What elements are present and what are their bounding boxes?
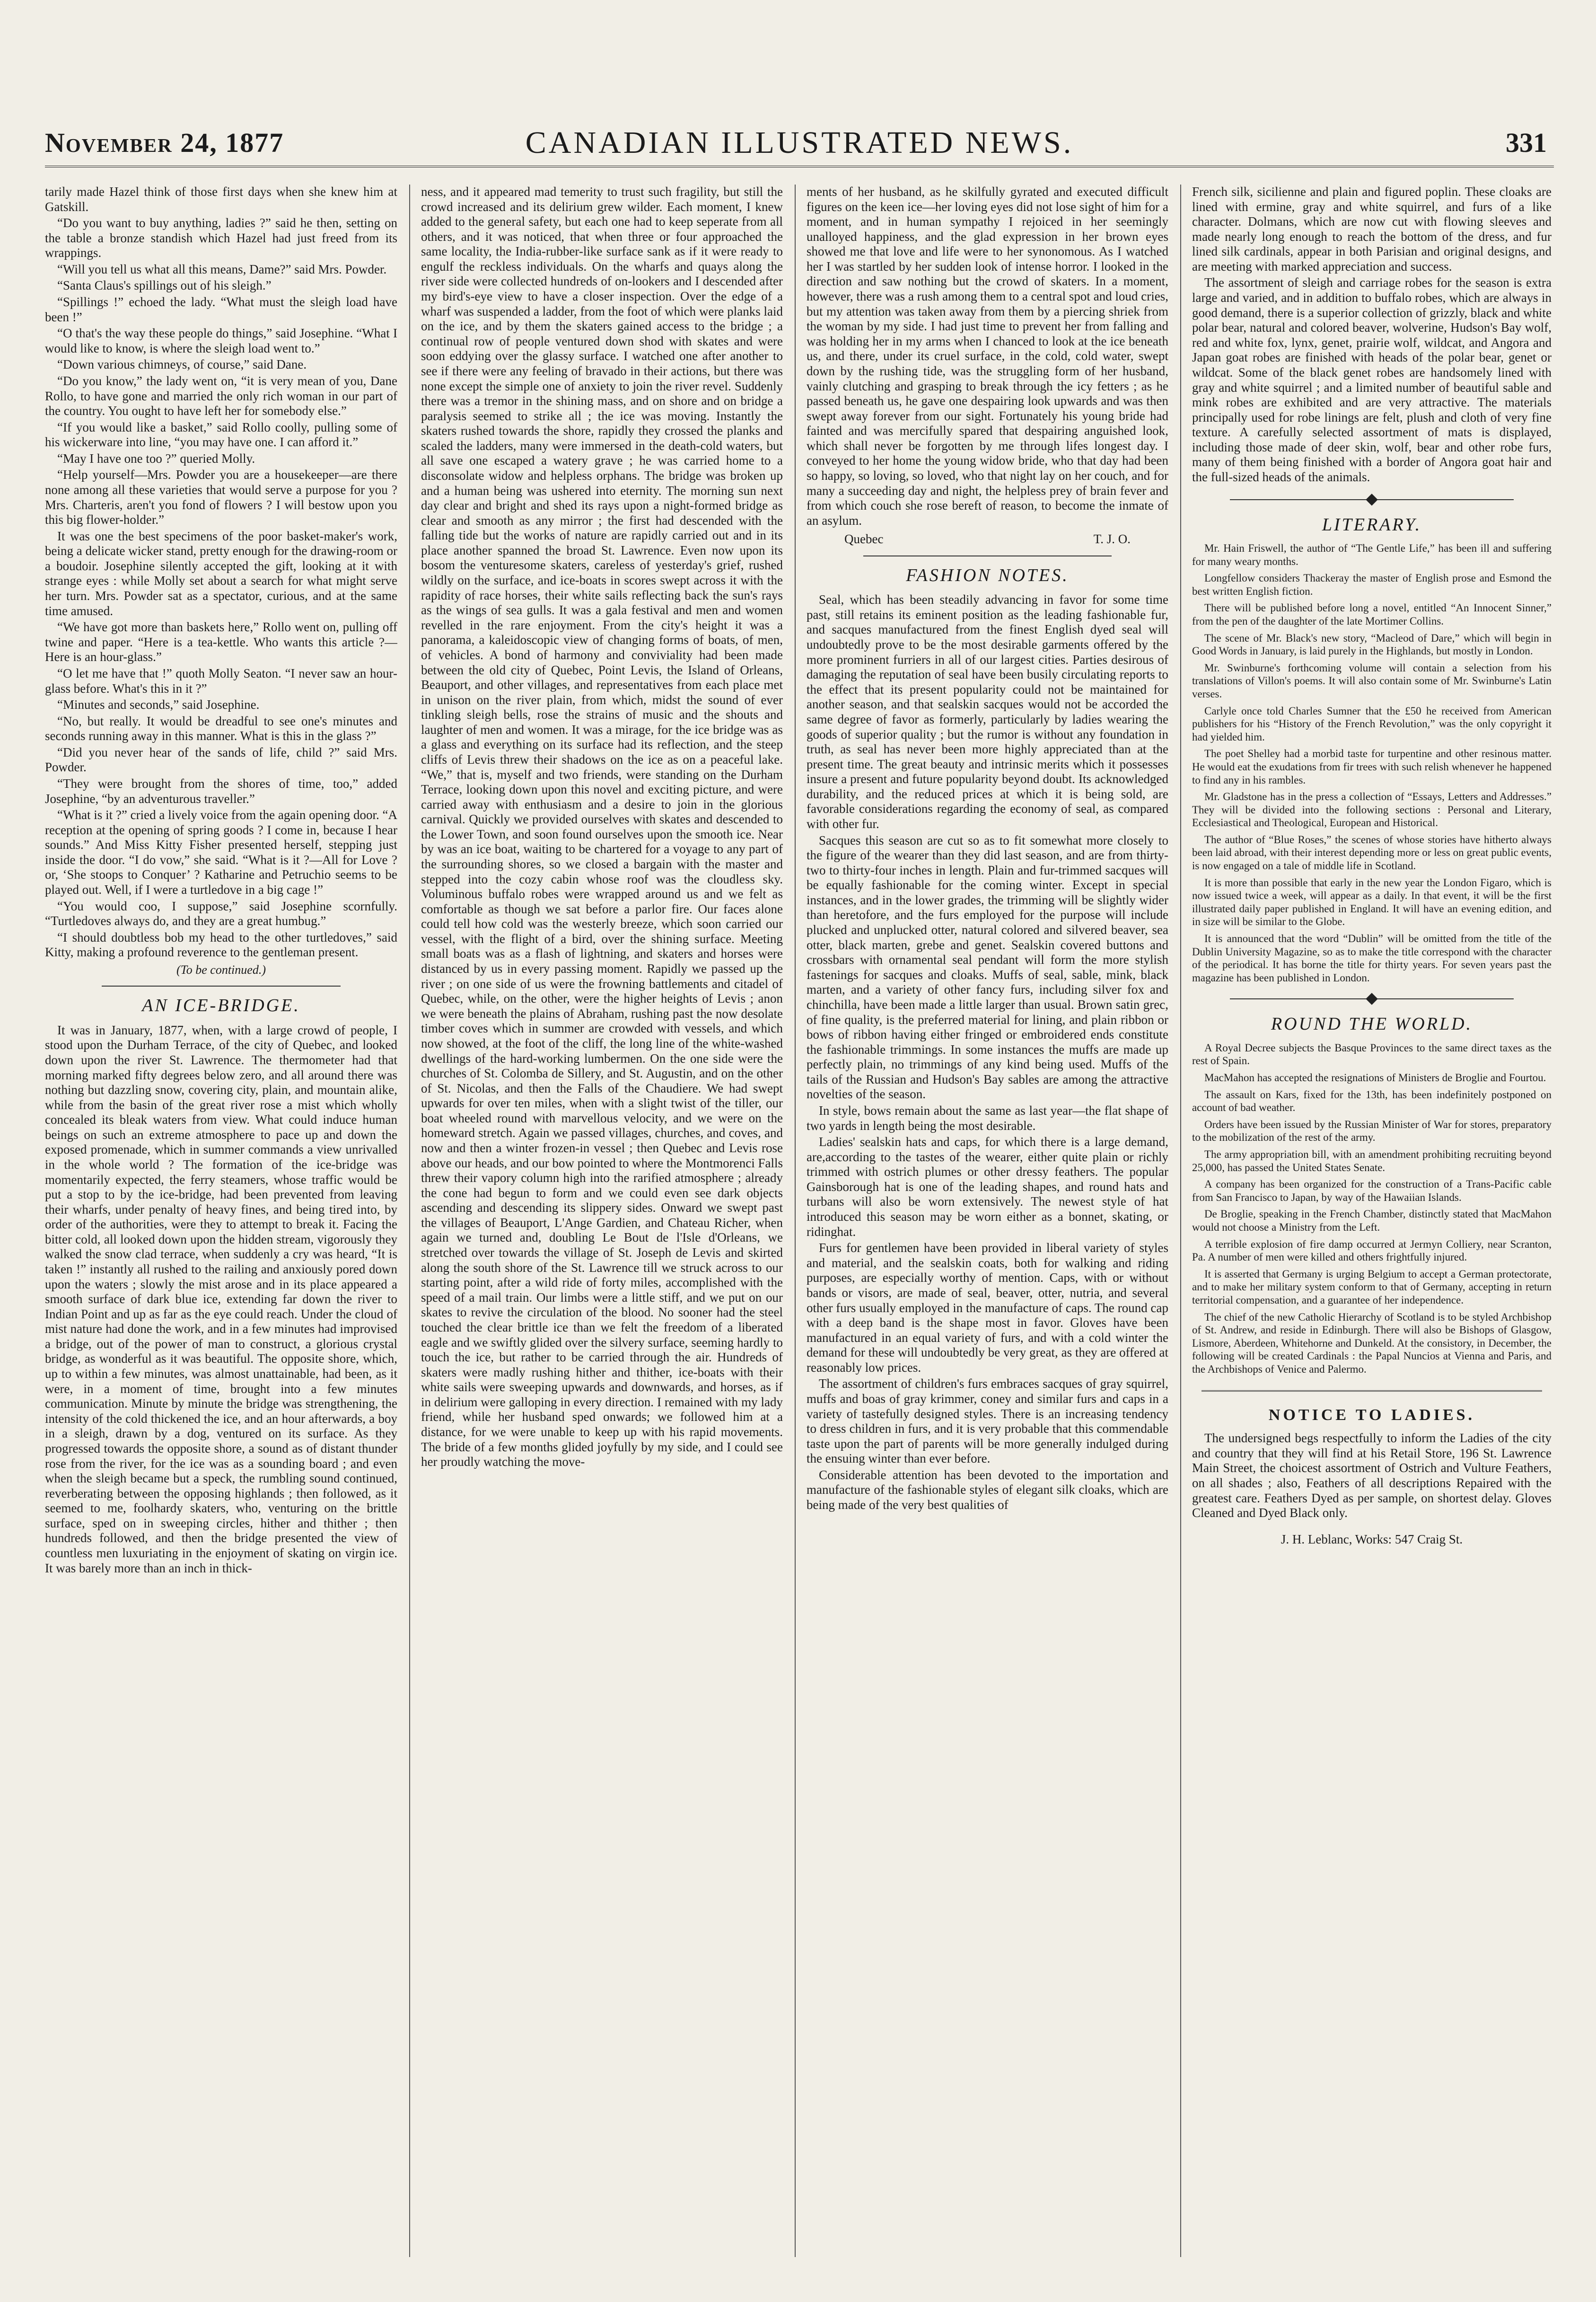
world-item: It is asserted that Germany is urging Belgium to accept a German protectorate, and to make her military system conform to that of Germany, accepting in return territorial compensation, and a guarantee of her independence. [1192, 1268, 1552, 1306]
fashion-paragraph: Ladies' sealskin hats and caps, for which there is a large demand, are,according to the tastes of the wearer, either quite plain or richly trimmed with ostrich plumes or other dressy feathers. The popular Gainsborough hat is one of the leading shapes, and round hats and turbans will also be worn extensively. The newest style of hat introduced this season may be worn either as a bonnet, skating, or ridinghat. [807, 1135, 1168, 1239]
divider-rule [102, 986, 341, 987]
column-3 [807, 185, 1168, 2257]
literary-item: Longfellow considers Thackeray the master of English prose and Esmond the best written English fiction. [1192, 572, 1552, 597]
literary-item: The poet Shelley had a morbid taste for turpentine and other resinous matter. He would eat the exudations from fir trees with such relish whenever he happened to find any in his rambles. [1192, 748, 1552, 786]
story-paragraph: “We have got more than baskets here,” Rollo went on, pulling off twine and paper. “Here is a tea-kettle. Who wants this article ?—Here is an hour-glass.” [45, 620, 397, 664]
masthead-rule [45, 166, 1554, 168]
story-paragraph: “O that's the way these people do things,” said Josephine. “What I would like to know, is where the sleigh load went to.” [45, 326, 397, 355]
ornament-divider [1230, 494, 1514, 505]
story-paragraph: “Will you tell us what all this means, Dame?” said Mrs. Powder. [57, 262, 387, 276]
literary-item: Mr. Gladstone has in the press a collection of “Essays, Letters and Addresses.” They will be divided into the following sections : Personal and Literary, Ecclesiastical and Theological, European and Historical. [1192, 791, 1552, 829]
story-paragraph: “Help yourself—Mrs. Powder you are a housekeeper—are there none among all these varieties that would serve a purpose for you ? Mrs. Charteris, aren't you fond of flowers ? I will bestow upon you this big flower-holder.” [45, 467, 397, 527]
signature-initials: T. J. O. [1093, 532, 1131, 547]
world-item: A Royal Decree subjects the Basque Provinces to the same direct taxes as the rest of Spain. [1192, 1041, 1552, 1067]
paper-title: CANADIAN ILLUSTRATED NEWS. [525, 125, 1074, 160]
literary-item: The author of “Blue Roses,” the scenes of whose stories have hitherto always been laid abroad, with their interest depending more or less on great public events, is now engaged on a tale of middle life in Scotland. [1192, 833, 1552, 872]
literary-item: It is announced that the word “Dublin” will be omitted from the title of the Dublin University Magazine, so as to make the title correspond with the character of the periodical. It has borne the title for thirty years. For seven years past the magazine has been published in London. [1192, 933, 1552, 984]
fashion-notes-title: FASHION NOTES. [906, 565, 1069, 585]
story-paragraph: “You would coo, I suppose,” said Josephine scornfully. “Turtledoves always do, and they are a great humbug.” [45, 899, 397, 928]
world-item: A terrible explosion of fire damp occurred at Jermyn Colliery, near Scranton, Pa. A number of men were killed and others frightfully injured. [1192, 1238, 1552, 1263]
world-item: The chief of the new Catholic Hierarchy of Scotland is to be styled Archbishop of St. Andrew, and reside in Edinburgh. There will also be Bishops of Glasgow, Lismore, Aberdeen, Whitehorne and Dunkeld. At the consistory, in December, the following will be created Cardinals : the Papal Nuncios at Vienna and Paris, and the Archbishops of Venice and Palermo. [1192, 1311, 1552, 1375]
literary-section [1192, 542, 1552, 984]
notice-signature: J. H. Leblanc, Works: 547 Craig St. [1280, 1532, 1463, 1546]
serial-story [45, 185, 397, 977]
story-paragraph: “No, but really. It would be dreadful to see one's minutes and seconds running away in this manner. What is this in the glass ?” [45, 714, 397, 743]
story-paragraph: “If you would like a basket,” said Rollo coolly, pulling some of his wickerware into line, “you may have one. I can afford it.” [45, 420, 397, 450]
divider-rule [1201, 1390, 1542, 1392]
issue-date: November 24, 1877 [45, 127, 284, 158]
fashion-paragraph: In style, bows remain about the same as last year—the flat shape of two yards in length being the most desirable. [807, 1103, 1168, 1133]
page-number: 331 [1506, 127, 1547, 158]
story-paragraph: “Santa Claus's spillings out of his sleigh.” [57, 278, 272, 293]
ice-bridge-paragraph: ments of her husband, as he skilfully gyrated and executed difficult figures on the keen ice—her loving eyes did not lose sight of him for a moment, and in human sympathy I rejoiced in her seemingly unalloyed happiness, and the glad expression in her brown eyes showed me that love and life were to her synonomous. As I watched her I was startled by her sudden look of intense horror. I looked in the direction and saw nothing but the crowd of skaters. In a moment, however, there was a rush among them to a central spot and loud cries, but my attention was taken away from them by a piercing shriek from the woman by my side. I had just time to prevent her from falling and was holding her in my arms when I chanced to look at the ice beneath us, and there, under its cruel surface, in the cold, cold water, swept down by the rushing tide, was the struggling form of her husband, vainly clutching and grasping to break through the icy fetters ; as he passed beneath us, he gave one despairing look upwards and was then swept away forever from our sight. Fortunately his young bride had fainted and was mercifully spared that despairing anguished look, which shall never be forgotten by me through lifes longest day. I conveyed to her home the young widow bride, who that day had been so happy, so loving, so loved, who that night lay on her couch, and for many a succeeding day and night, the helpless prey of brain fever and from which couch she rose bereft of reason, to become the inmate of an asylum. [807, 185, 1168, 528]
ice-bridge-title: AN ICE-BRIDGE. [142, 996, 300, 1016]
story-paragraph: “Did you never hear of the sands of life, child ?” said Mrs. Powder. [45, 745, 397, 775]
literary-title: LITERARY. [1322, 514, 1422, 535]
column-divider [1180, 185, 1181, 2257]
fashion-paragraph: Considerable attention has been devoted to the importation and manufacture of the fashionable styles of elegant silk cloaks, which are being made of the very best qualities of [807, 1467, 1168, 1512]
round-the-world-section [1192, 1041, 1552, 1376]
to-be-continued: (To be continued.) [176, 962, 266, 977]
round-the-world-title: ROUND THE WORLD. [1271, 1014, 1473, 1034]
masthead [45, 118, 1554, 170]
world-item: Orders have been issued by the Russian Minister of War for stores, preparatory to the mobilization of the rest of the army. [1192, 1118, 1552, 1144]
world-item: The assault on Kars, fixed for the 13th, has been indefinitely postponed on account of bad weather. [1192, 1088, 1552, 1114]
story-paragraph: “Spillings !” echoed the lady. “What must the sleigh load have been !” [45, 295, 397, 324]
story-paragraph: “O let me have that !” quoth Molly Seaton. “I never saw an hour-glass before. What's this in it ?” [45, 666, 397, 696]
fashion-paragraph: Sacques this season are cut so as to fit somewhat more closely to the figure of the wearer than they did last season, and are from thirty-two to thirty-four inches in length. Plain and fur-trimmed sacques will be equally fashionable for the coming winter. Except in special instances, and in the lower grades, the trimming will be slightly wider than heretofore, and the furs employed for the purpose will include plucked and unplucked otter, natural colored and silvered beaver, sea otter, black marten, grebe and genet. Sealskin covered buttons and crossbars with ornamental seal pendant will form the more stylish fastenings for sacques and cloaks. Muffs of seal, sable, mink, black marten, and a variety of other fancy furs, including silver fox and chinchilla, have been made a little larger than usual. Brown satin grec, of fine quality, is the preferred material for lining, and plain ribbon or bows of ribbon having either fringed or embroidered ends constitute the fashionable trimmings. In some instances the muffs are made up perfectly plain, no trimmings of any kind being used. Muffs of the tails of the Russian and Hudson's Bay sables are among the attractive novelties of the season. [807, 833, 1168, 1102]
notice-paragraph: The undersigned begs respectfully to inform the Ladies of the city and country that they will find at his Retail Store, 196 St. Lawrence Main Street, the choicest assortment of Ostrich and Vulture Feathers, on all shades ; also, Feathers of all descriptions Repaired with the greatest care. Feathers Dyed as per sample, on shortest delay. Gloves Cleaned and Dyed Black only. [1192, 1431, 1552, 1520]
story-paragraph: “What is it ?” cried a lively voice from the again opening door. “A reception at the opening of spring goods ? I come in, because I hear sounds.” And Miss Kitty Fisher presented herself, stepping just inside the door. “I do vow,” she said. “What is it ?—All for Love ? or, ‘She stoops to Conquer’ ? Katharine and Petruchio seems to be played out. Well, if I were a turtledove in a big cage !” [45, 808, 397, 897]
notice-to-ladies-title: NOTICE TO LADIES. [1268, 1406, 1475, 1424]
literary-item: It is more than possible that early in the new year the London Figaro, which is now issued twice a week, will appear as a daily. In that event, it will be the first illustrated daily paper published in England. It will have an evening edition, and in size will be similar to the Globe. [1192, 876, 1552, 928]
world-item: MacMahon has accepted the resignations of Ministers de Broglie and Fourtou. [1204, 1072, 1546, 1084]
article-signature [807, 532, 1168, 547]
literary-item: There will be published before long a novel, entitled “An Innocent Sinner,” from the pen of the daughter of the late Mortimer Collins. [1192, 602, 1552, 627]
signature-place: Quebec [844, 532, 884, 547]
fashion-paragraph: The assortment of children's furs embraces sacques of gray squirrel, muffs and boas of gray krimmer, coney and similar furs and caps in a variety of tastefully designed styles. There is an increasing tendency to dress children in furs, and it is very probable that this commendable taste upon the part of parents will be more generally indulged during the ensuing winter than ever before. [807, 1376, 1168, 1466]
literary-item: The scene of Mr. Black's new story, “Macleod of Dare,” which will begin in Good Words in January, is laid purely in the Highlands, but mostly in London. [1192, 632, 1552, 657]
story-paragraph: “Do you know,” the lady went on, “it is very mean of you, Dane Rollo, to have gone and married the only rich woman in our part of the country. You ought to have left her for somebody else.” [45, 373, 397, 418]
world-item: The army appropriation bill, with an amendment prohibiting recruiting beyond 25,000, has passed the United States Senate. [1192, 1148, 1552, 1173]
column-divider [795, 185, 796, 2257]
world-item: A company has been organized for the construction of a Trans-Pacific cable from San Francisco to Japan, by way of the Hawaiian Islands. [1192, 1178, 1552, 1203]
fashion-paragraph: Seal, which has been steadily advancing in favor for some time past, still retains its eminent position as the leading fashionable fur, and sacques manufactured from the finest English dyed seal will undoubtedly prove to be the most desirable garments offered by the more prominent furriers in all of our largest cities. Parties desirous of damaging the reputation of seal have been busily circulating reports to the effect that its present popularity could not be maintained for another season, and that sealskin sacques would not be accorded the same degree of favor as formerly, particularly by ladies wearing the goods of superior quality ; but the rumor is without any foundation in truth, as seal has never been more highly appreciated than at the present time. The great beauty and intrinsic merits which it possesses insure a present and future popularity beyond doubt. Its acknowledged durability, and the reduced prices at which it is being sold, are favorable considerations regarding the economy of seal, as compared with other fur. [807, 592, 1168, 831]
story-paragraph: “I should doubtless bob my head to the other turtledoves,” said Kitty, making a profound reverence to the gentleman present. [45, 930, 397, 960]
story-paragraph: It was one the best specimens of the poor basket-maker's work, being a delicate wicker stand, pretty enough for the drawing-room or a boudoir. Josephine silently accepted the gift, looking at it with strange eyes : while Molly set about a search for what might serve her turn. Mrs. Powder sat as a spectator, curious, and at the same time amused. [45, 529, 397, 618]
column-4 [1192, 185, 1552, 2257]
ornament-divider [1230, 994, 1514, 1004]
column-2 [421, 185, 783, 2257]
story-paragraph: tarily made Hazel think of those first days when she knew him at Gatskill. [45, 185, 397, 214]
story-paragraph: “Down various chimneys, of course,” said Dane. [57, 357, 307, 372]
column-1 [45, 185, 397, 2257]
story-paragraph: “May I have one too ?” queried Molly. [57, 451, 255, 466]
story-paragraph: “Minutes and seconds,” said Josephine. [57, 697, 260, 712]
ice-bridge-paragraph: It was in January, 1877, when, with a large crowd of people, I stood upon the Durham Terrace, of the city of Quebec, and looked down upon the river St. Lawrence. The thermometer had that morning marked fifty degrees below zero, and all around there was nothing but dazzling snow, covering city, plain, and mountain alike, while from the basin of the great river rose a mist which wholly concealed its bleak waters from view. What could induce human beings on such an extreme atmosphere to pace up and down the exposed promenade, which in summer commands a view unrivalled in the whole world ? The formation of the ice-bridge was momentarily expected, the ferry steamers, whose traffic would be put a stop to by the ice-bridge, had been prevented from leaving their wharfs, under penalty of heavy fines, and being tired into, by order of the authorities, were they to attempt to break it. Facing the bitter cold, all looked down upon the hidden stream, vigorously they walked the snow clad terrace, when suddenly a cry was heard, “It is taken !” instantly all rushed to the railing and anxiously pored down upon the waters ; slowly the mist arose and in its place appeared a smooth surface of dark blue ice, extending far down the river to Indian Point and up as far as the eye could reach. Under the cloud of mist nature had done the work, and in a few minutes had improvised a bridge, out of the power of man to construct, a glorious crystal bridge, as wonderful as it was beautiful. The opposite shore, which, up to within a few minutes, was almost unattainable, had been, as it were, in a moment of time, brought into a few minutes communication. Minute by minute the bridge was strengthening, the intensity of the cold thickened the ice, and an hour afterwards, a boy in a sleigh, drawn by a dog, ventured on its surface. As they progressed towards the opposite shore, a sound as of distant thunder rose from the river, for the ice was as a sounding board ; and even when the sleigh became but a speck, the rumbling sound continued, reverberating between the opposing highlands ; then followed, as it seemed to me, foolhardy skaters, who, venturing on the brittle surface, sped on in sweeping circles, hither and thither ; then hundreds followed, and then the bridge presented the view of countless men luxuriating in the enjoyment of skating on virgin ice. It was barely more than an inch in thick- [45, 1023, 397, 1575]
column-divider [409, 185, 410, 2257]
fashion-paragraph: Furs for gentlemen have been provided in liberal variety of styles and material, and the sealskin coats, both for walking and riding purposes, are especially worthy of mention. Caps, with or without bands or visors, are made of seal, beaver, otter, nutria, and several other furs usually employed in the manufacture of caps. The round cap with a deep band is the shape most in favor. Gloves have been manufactured in an equal variety of furs, and with a cold winter the demand for these will undoubtedly be very great, as they are offered at reasonably low prices. [807, 1241, 1168, 1375]
story-paragraph: “They were brought from the shores of time, too,” added Josephine, “by an adventurous traveller.” [45, 776, 397, 806]
world-item: De Broglie, speaking in the French Chamber, distinctly stated that MacMahon would not choose a Ministry from the Left. [1192, 1208, 1552, 1233]
fashion-paragraph: The assortment of sleigh and carriage robes for the season is extra large and varied, and in addition to buffalo robes, which are always in good demand, there is a superior collection of grizzly, black and white polar bear, natural and colored beaver, wolverine, Hudson's Bay wolf, red and white fox, lynx, genet, prairie wolf, wildcat, and Angora and Japan goat robes are finished with heads of the polar bear, genet or wildcat. Some of the black genet robes are handsomely lined with gray and white squirrel ; and a limited number of beautiful sable and mink robes are exhibited and are very attractive. The materials principally used for robe linings are felt, plush and cloth of very fine texture. A carefully selected assortment of mats is displayed, including those made of deer skin, wolf, bear and other robe furs, many of them being finished with a border of Angora goat hair and the full-sized heads of the animals. [1192, 275, 1552, 484]
fashion-paragraph: French silk, sicilienne and plain and figured poplin. These cloaks are lined with ermine, gray and white squirrel, and furs of a like character. Dolmans, which are now cut with flowing sleeves and made nearly long enough to reach the bottom of the dress, and fur lined silk cardinals, appear in both Parisian and original designs, and are meeting with marked appreciation and success. [1192, 185, 1552, 273]
literary-item: Carlyle once told Charles Sumner that the £50 he received from American publishers for his “History of the French Revolution,” was the only copyright it had yielded him. [1192, 705, 1552, 743]
ice-bridge-paragraph: ness, and it appeared mad temerity to trust such fragility, but still the crowd increased and its delirium grew wilder. Each moment, I knew added to the general safety, but each one had to keep seperate from all others, and it was noticed, that when three or four approached the same locality, the India-rubber-like surface sank as if it were ready to engulf the reckless individuals. On the wharfs and quays along the river side were collected hundreds of on-lookers and I descended after my bird's-eye view to have a closer inspection. Over the edge of a wharf was suspended a ladder, from the foot of which were planks laid on the ice, and by them the skaters gained access to the bridge ; a continual row of people ventured down shod with skates and were soon eddying over the glassy surface. I watched one after another to see if there were any feeling of bravado in their actions, but there was none except the simple one of anxiety to join the river revel. Suddenly there was a tremor in the shining mass, and on shore and on bridge a paralysis seemed to strike all ; the ice was moving. Instantly the skaters rushed towards the shore, rapidly they crossed the planks and scaled the ladders, many were immersed in the death-cold waters, but all save one escaped a watery grave ; he was carried home to a disconsolate widow and helpless orphans. The bridge was broken up and a human being was ushered into eternity. The morning sun next day clear and bright and shed its rays upon a night-formed bridge as clear and smooth as any mirror ; the first had descended with the falling tide but the works of nature are rapidly carried out and in its place another spanned the broad St. Lawrence. Even now upon its bosom the venturesome skaters, careless of yesterday's grief, rushed wildly on the surface, and ice-boats in scores swept across it with the rapidity of race horses, their white sails reflecting back the sun's rays as the wings of sea gulls. It was a gala festival and men and women revelled in the rare enjoyment. From the city's height it was a panorama, a kaleidoscopic view of changing forms of boats, of men, of vehicles. A bond of harmony and conviviality had been made between the old city of Quebec, Point Levis, the Island of Orleans, Beauport, and other villages, and representatives from each place met in unison on the river plain, from which, midst the sound of ever tinkling sleigh bells, rose the strains of music and the shouts and laughter of men and women. It was a mirage, for the ice bridge was as a glass and everything on its surface had its reflection, and the steep cliffs of Levis threw their shadows on the ice as on a peaceful lake. “We,” that is, myself and two friends, were standing on the Durham Terrace, looking down upon this novel and exciting picture, and were carried away with enthusiasm and a desire to join in the glorious carnival. Quickly we provided ourselves with skates and descended to the Lower Town, and soon found ourselves upon the smooth ice. Near by was an ice boat, waiting to be chartered for a voyage to any part of the surrounding shores, so we closed a bargain with the master and stepped into the cozy cabin whose roof was the cloudless sky. Voluminous buffalo robes were wrapped around us and we felt as comfortable as though we sat before a parlor fire. Our faces alone could tell how cold was the westerly breeze, which soon carried our vessel, with the flight of a bird, over the shining surface. Meeting small boats was as a flash of lightning, and skaters and horses were distanced by us in every passing moment. Rapidly we passed up the river ; on one side of us were the frowning battlements and citadel of Quebec, while, on the other, were the higher heights of Levis ; anon we were beneath the plains of Abraham, rushing past the now desolate timber coves which in summer are crowded with vessels, and which now showed, at the foot of the cliff, the long line of the white-washed dwellings of the hard-working lumbermen. On the one side were the churches of St. Colomba de Sillery, and St. Augustin, and on the other of St. Nicolas, and then the Falls of the Chaudiere. We had swept upwards for over ten miles, when with a slight twist of the tiller, our boat wheeled round with marvellous velocity, and we were on the homeward stretch. Again we passed villages, churches, and coves, and now and then a winter frozen-in vessel ; then Quebec and Levis rose above our heads, and our bow pointed to where the Montmorenci Falls threw their vapory column high into the rarified atmosphere ; already the cone had begun to form and we could even see dark objects ascending and descending its slippery sides. Onward we swept past the villages of Beauport, L'Ange Gardien, and Chateau Richer, when again we turned and, doubling Le Bout de l'Isle d'Orleans, we stretched over towards the village of St. Joseph de Levis and skirted along the south shore of the St. Lawrence till we struck across to our starting point, after a wild ride of forty miles, accomplished with the speed of a mail train. Our limbs were a little stiff, and we put on our skates to revive the circulation of the blood. No sooner had the steel touched the clear brittle ice than we felt the freedom of a liberated eagle and we swiftly glided over the silvery surface, seeming hardly to touch the ice, but rather to be carried through the air. Hundreds of skaters were madly rushing hither and thither, ice-boats with their white sails were sweeping upwards and downwards, and horses, as if in delirium were galloping in every direction. I remained with my lady friend, while her husband sped onwards; we followed him at a distance, for we were unable to keep up with his rapid movements. The bride of a few months glided joyfully by my side, and I could see her proudly watching the move- [421, 185, 783, 1469]
literary-item: Mr. Swinburne's forthcoming volume will contain a selection from his translations of Villon's poems. It will also contain some of Mr. Swinburne's Latin verses. [1192, 661, 1552, 700]
story-paragraph: “Do you want to buy anything, ladies ?” said he then, setting on the table a bronze standish which Hazel had just freed from its wrappings. [45, 216, 397, 260]
literary-item: Mr. Hain Friswell, the author of “The Gentle Life,” has been ill and suffering for many weary months. [1192, 542, 1552, 567]
newspaper-page [45, 118, 1554, 2276]
